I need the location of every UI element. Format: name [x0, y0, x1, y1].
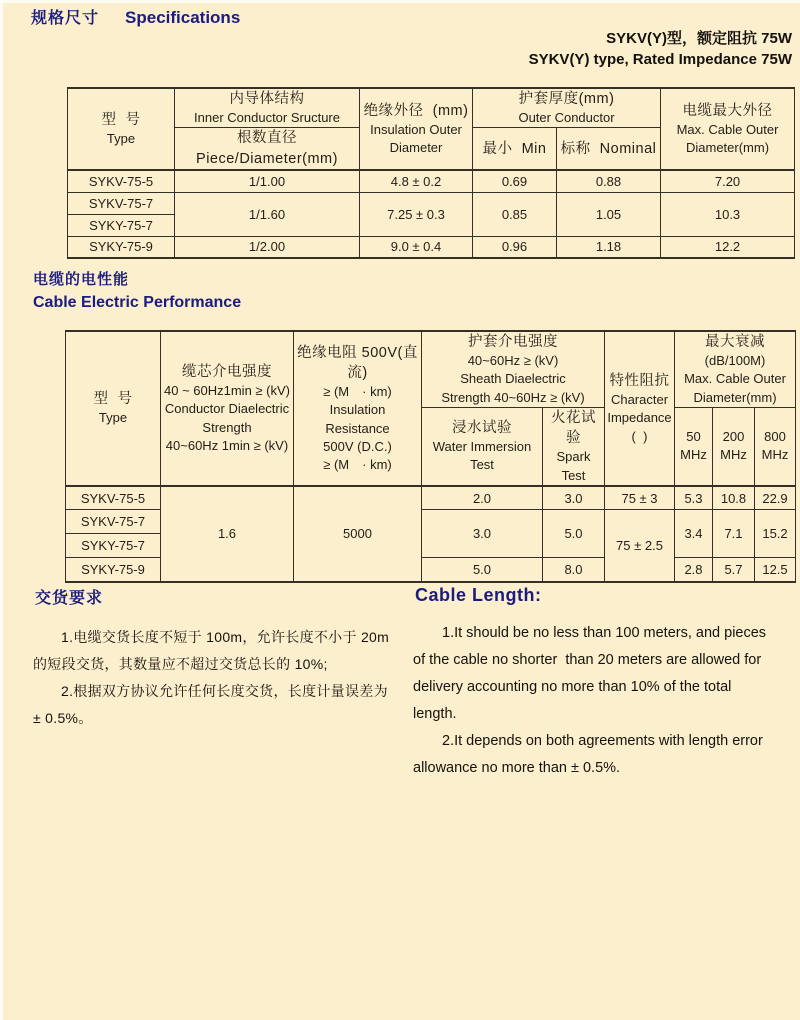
- spec-header-inner-conductor: 内导体结构 Inner Conductor Sructure: [175, 88, 360, 128]
- type-cell: SYKV-75-7: [66, 510, 161, 534]
- delivery-en-paragraph-1: 1.It should be no less than 100 meters, and pieces of the cable no shorter than 20 meters are allowed for delivery accounting no more than 10% of the total length.: [413, 625, 771, 722]
- min-cell: 0.85: [473, 192, 557, 236]
- nominal-cell: 1.18: [557, 236, 661, 258]
- delivery-heading-en: Cable Length:: [415, 585, 542, 605]
- page-title: [31, 5, 240, 28]
- delivery-zh-paragraph-2: 2.根据双方协议允许任何长度交货，长度计量误差为 ± 0.5%。: [33, 683, 393, 726]
- perf-header-impedance: 特性阻抗 Character Impedance ( ): [605, 331, 675, 486]
- page-title-zh: 规格尺寸: [31, 10, 100, 27]
- insulation-resistance-cell: 5000: [294, 486, 422, 582]
- model-subtitle: [529, 28, 792, 70]
- water-immersion-cell: 2.0: [422, 486, 543, 510]
- type-cell: SYKV-75-5: [68, 170, 175, 192]
- insulation-od-cell: 4.8 ± 0.2: [360, 170, 473, 192]
- attenuation-800mhz-cell: 22.9: [755, 486, 796, 510]
- delivery-zh-paragraph-1: 1.电缆交货长度不短于 100m，允许长度不小于 20m 的短段交货，其数量应不超过交货总长的 10%;: [33, 629, 394, 672]
- perf-header-50mhz: 50 MHz: [675, 407, 713, 485]
- attenuation-200mhz-cell: 5.7: [713, 558, 755, 582]
- attenuation-50mhz-cell: 5.3: [675, 486, 713, 510]
- spec-header-insulation-od: 绝缘外径 (mm) Insulation Outer Diameter: [360, 88, 473, 170]
- spec-row-sykv-75-5: [68, 170, 795, 192]
- type-cell: SYKY-75-7: [66, 534, 161, 558]
- spec-header-sheath-thickness: 护套厚度(mm) Outer Conductor: [473, 88, 661, 128]
- model-line-en: SYKV(Y) type, Rated Impedance 75W: [528, 51, 792, 68]
- insulation-od-cell: 9.0 ± 0.4: [360, 236, 473, 258]
- delivery-zh-column: [33, 585, 397, 782]
- model-line-zh: SYKV(Y)型，额定阻抗 75W: [606, 30, 792, 47]
- spec-header-max-od: 电缆最大外径 Max. Cable Outer Diameter(mm): [661, 88, 795, 170]
- spark-test-cell: 3.0: [543, 486, 605, 510]
- attenuation-50mhz-cell: 3.4: [675, 510, 713, 558]
- perf-header-insulation-resistance: 绝缘电阻 500V(直流) ≥ (M · km) Insulation Resistance 500V (D.C.) ≥ (M · km): [294, 331, 422, 486]
- spec-header-nominal: 标称 Nominal: [557, 128, 661, 170]
- spec-header-min: 最小 Min: [473, 128, 557, 170]
- spec-header-type: 型 号 Type: [68, 88, 175, 170]
- spec-header-piece-diameter: 根数直径 Piece/Diameter(mm): [175, 128, 360, 170]
- nominal-cell: 0.88: [557, 170, 661, 192]
- attenuation-50mhz-cell: 2.8: [675, 558, 713, 582]
- perf-header-attenuation: 最大衰减 (dB/100M) Max. Cable Outer Diameter(mm): [675, 331, 796, 407]
- delivery-section: [33, 585, 777, 782]
- perf-header-sheath-strength: 护套介电强度 40~60Hz ≥ (kV) Sheath Diaelectric Strength 40~60Hz ≥ (kV): [422, 331, 605, 407]
- conductor-strength-cell: 1.6: [161, 486, 294, 582]
- delivery-en-paragraph-2: 2.It depends on both agreements with length error allowance no more than ± 0.5%.: [413, 733, 767, 776]
- delivery-en-column: [413, 585, 777, 782]
- type-cell: SYKY-75-9: [66, 558, 161, 582]
- insulation-od-cell: 7.25 ± 0.3: [360, 192, 473, 236]
- spark-test-cell: 5.0: [543, 510, 605, 558]
- spec-row-syky-75-9: [68, 236, 795, 258]
- impedance-cell: 75 ± 2.5: [605, 510, 675, 582]
- water-immersion-cell: 3.0: [422, 510, 543, 558]
- max-od-cell: 12.2: [661, 236, 795, 258]
- performance-heading-zh: 电缆的电性能: [33, 271, 130, 288]
- min-cell: 0.69: [473, 170, 557, 192]
- type-cell: SYKY-75-9: [68, 236, 175, 258]
- perf-header-water-immersion: 浸水试验 Water Immersion Test: [422, 407, 543, 485]
- page-title-en: Specifications: [125, 8, 241, 27]
- attenuation-800mhz-cell: 12.5: [755, 558, 796, 582]
- water-immersion-cell: 5.0: [422, 558, 543, 582]
- type-cell: SYKV-75-7: [68, 192, 175, 214]
- perf-header-200mhz: 200 MHz: [713, 407, 755, 485]
- delivery-heading-zh: 交货要求: [35, 590, 104, 607]
- performance-heading-en: Cable Electric Performance: [33, 294, 242, 311]
- attenuation-800mhz-cell: 15.2: [755, 510, 796, 558]
- piece-diameter-cell: 1/2.00: [175, 236, 360, 258]
- attenuation-200mhz-cell: 7.1: [713, 510, 755, 558]
- type-cell: SYKY-75-7: [68, 214, 175, 236]
- spark-test-cell: 8.0: [543, 558, 605, 582]
- max-od-cell: 10.3: [661, 192, 795, 236]
- perf-row-sykv-75-5: [66, 486, 796, 510]
- spec-row-sykv-75-7: [68, 192, 795, 214]
- impedance-cell: 75 ± 3: [605, 486, 675, 510]
- perf-header-conductor-strength: 缆芯介电强度 40 ~ 60Hz1min ≥ (kV) Conductor Diaelectric Strength 40~60Hz 1min ≥ (kV): [161, 331, 294, 486]
- performance-heading: [33, 268, 241, 312]
- type-cell: SYKV-75-5: [66, 486, 161, 510]
- attenuation-200mhz-cell: 10.8: [713, 486, 755, 510]
- min-cell: 0.96: [473, 236, 557, 258]
- max-od-cell: 7.20: [661, 170, 795, 192]
- performance-table: [65, 330, 796, 583]
- spec-table: [67, 87, 795, 259]
- piece-diameter-cell: 1/1.60: [175, 192, 360, 236]
- perf-header-800mhz: 800 MHz: [755, 407, 796, 485]
- perf-header-type: 型 号 Type: [66, 331, 161, 486]
- perf-header-spark-test: 火花试验 Spark Test: [543, 407, 605, 485]
- piece-diameter-cell: 1/1.00: [175, 170, 360, 192]
- nominal-cell: 1.05: [557, 192, 661, 236]
